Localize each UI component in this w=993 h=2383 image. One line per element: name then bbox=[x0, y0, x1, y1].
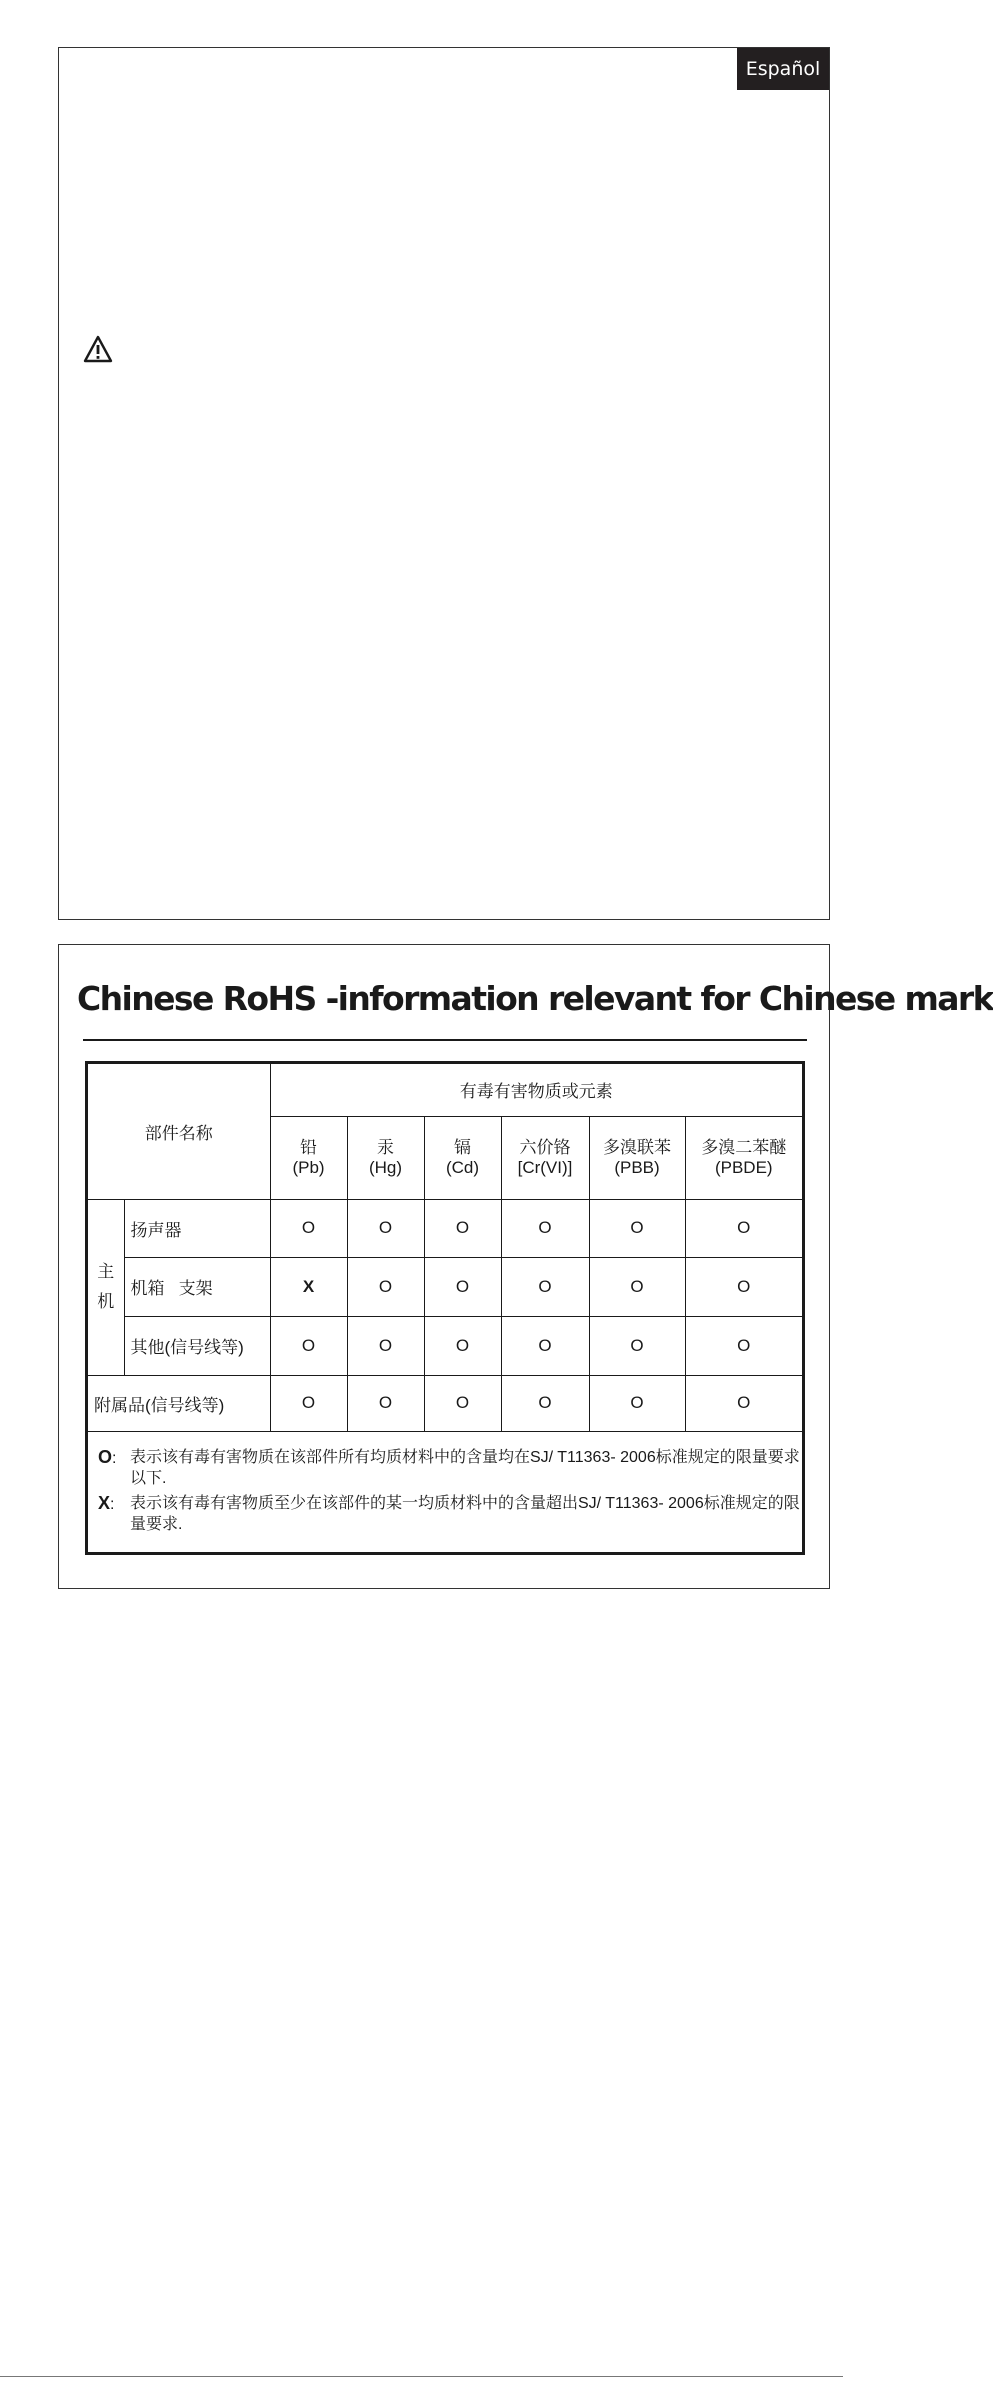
value-cell: O bbox=[424, 1199, 501, 1257]
language-badge: Español bbox=[737, 48, 829, 90]
blank-info-panel bbox=[58, 47, 830, 920]
value-cell: O bbox=[589, 1375, 685, 1431]
value-cell: O bbox=[589, 1257, 685, 1316]
warning-icon bbox=[83, 335, 113, 363]
accessories-part-name: 附属品(信号线等) bbox=[88, 1375, 270, 1431]
note-text: 表示该有毒有害物质至少在该部件的某一均质材料中的含量超出SJ/ T11363- 2006标准规定的限量要求. bbox=[130, 1495, 800, 1533]
value-cell: O bbox=[685, 1375, 802, 1431]
table-row bbox=[88, 1199, 802, 1257]
substance-header-hg bbox=[347, 1116, 424, 1199]
row-part-name: 扬声器 bbox=[124, 1199, 270, 1257]
table-row bbox=[88, 1257, 802, 1316]
substance-name: 六价铬 bbox=[519, 1137, 571, 1157]
substance-header-pbb bbox=[589, 1116, 685, 1199]
substance-name: 多溴联苯 bbox=[603, 1137, 671, 1157]
substance-name: 镉 bbox=[454, 1137, 471, 1157]
title-divider bbox=[83, 1039, 807, 1041]
table-row bbox=[88, 1316, 802, 1375]
substance-symbol: [Cr(VI)] bbox=[517, 1157, 573, 1177]
note-compliant bbox=[96, 1447, 800, 1489]
circle-icon: O bbox=[98, 1447, 113, 1467]
substances-header: 有毒有害物质或元素 bbox=[270, 1064, 802, 1116]
substance-header-cd bbox=[424, 1116, 501, 1199]
table-row bbox=[88, 1375, 802, 1431]
value-cell: O bbox=[347, 1316, 424, 1375]
value-cell: O bbox=[270, 1316, 347, 1375]
value-cell: O bbox=[589, 1199, 685, 1257]
row-part-name: 其他(信号线等) bbox=[124, 1316, 270, 1375]
substance-symbol: (Cd) bbox=[445, 1157, 480, 1177]
note-text: 表示该有毒有害物质在该部件所有均质材料中的含量均在SJ/ T11363- 2006标准规定的限量要求以下. bbox=[130, 1449, 800, 1487]
value-cell: O bbox=[347, 1375, 424, 1431]
value-cell: O bbox=[501, 1316, 589, 1375]
value-cell: O bbox=[685, 1316, 802, 1375]
rohs-title: Chinese RoHS -information relevant for Chinese mark bbox=[77, 979, 993, 1018]
value-cell: O bbox=[501, 1375, 589, 1431]
note-symbol: X: bbox=[98, 1493, 115, 1513]
substance-name: 多溴二苯醚 bbox=[701, 1137, 787, 1157]
substance-header-pbde bbox=[685, 1116, 802, 1199]
value-cell: O bbox=[589, 1316, 685, 1375]
value-cell: O bbox=[501, 1199, 589, 1257]
cross-icon: X bbox=[98, 1493, 111, 1513]
part-name-header: 部件名称 bbox=[88, 1064, 270, 1199]
host-group-label bbox=[88, 1199, 124, 1375]
substance-name: 汞 bbox=[377, 1137, 394, 1157]
legend-notes bbox=[96, 1447, 800, 1539]
value-cell: O bbox=[347, 1199, 424, 1257]
value-cell: O bbox=[501, 1257, 589, 1316]
value-cell: X bbox=[270, 1257, 347, 1316]
substance-name: 铅 bbox=[300, 1137, 317, 1157]
host-group-char: 主 bbox=[97, 1262, 115, 1281]
row-part-name: 机箱 支架 bbox=[124, 1257, 270, 1316]
value-cell: O bbox=[685, 1257, 802, 1316]
value-cell: O bbox=[347, 1257, 424, 1316]
value-cell: O bbox=[685, 1199, 802, 1257]
rohs-table-frame bbox=[85, 1061, 805, 1555]
value-cell: O bbox=[424, 1375, 501, 1431]
note-exceeds bbox=[96, 1493, 800, 1535]
substance-symbol: (Hg) bbox=[368, 1157, 403, 1177]
rohs-panel bbox=[58, 944, 993, 1589]
substance-header-crvi bbox=[501, 1116, 589, 1199]
value-cell: O bbox=[424, 1257, 501, 1316]
value-cell: O bbox=[270, 1375, 347, 1431]
host-group-char: 机 bbox=[97, 1292, 115, 1311]
substance-symbol: (PBB) bbox=[614, 1157, 660, 1177]
value-cell: O bbox=[424, 1316, 501, 1375]
substance-symbol: (PBDE) bbox=[714, 1157, 773, 1177]
substance-symbol: (Pb) bbox=[292, 1157, 325, 1177]
value-cell: O bbox=[270, 1199, 347, 1257]
substance-header-pb bbox=[270, 1116, 347, 1199]
page-bottom-edge bbox=[0, 2376, 843, 2383]
rohs-table bbox=[88, 1064, 802, 1432]
note-symbol: O: bbox=[98, 1447, 117, 1467]
